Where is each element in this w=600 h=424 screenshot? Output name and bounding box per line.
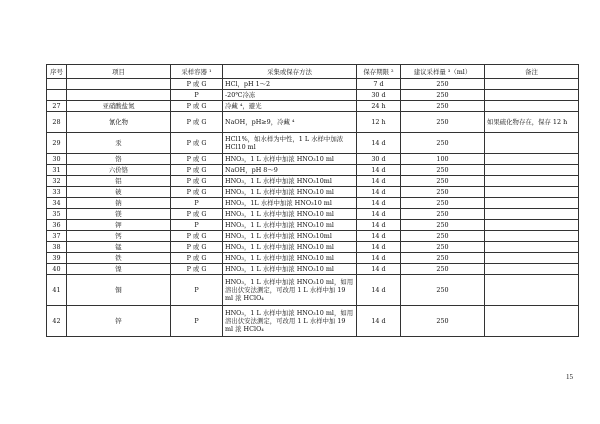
preservation-method: HCl1%，如水样为中性，1 L 水样中加浓 HCl10 ml <box>223 133 357 154</box>
item-name: 锌 <box>67 306 171 337</box>
row-number: 34 <box>47 198 67 209</box>
retention-period: 14 d <box>357 242 401 253</box>
container-type: P 或 G <box>171 231 223 242</box>
preservation-method: HNO₃，1 L 水样中加浓 HNO₃10 ml，如用溶出伏安法测定，可改用 1 L 水样中加 19 ml 浓 HClO₄ <box>223 306 357 337</box>
row-number: 40 <box>47 264 67 275</box>
sample-volume: 250 <box>401 101 485 112</box>
preservation-method: -20℃冷冻 <box>223 90 357 101</box>
header-cell: 保存期限 ² <box>357 65 401 79</box>
remark <box>485 264 579 275</box>
retention-period: 14 d <box>357 253 401 264</box>
item-name <box>67 90 171 101</box>
header-cell: 项目 <box>67 65 171 79</box>
preservation-method: HNO₃，1 L 水样中加浓 HNO₃10 ml <box>223 220 357 231</box>
row-number: 33 <box>47 187 67 198</box>
row-number: 32 <box>47 176 67 187</box>
table-row <box>47 220 579 231</box>
sample-volume: 250 <box>401 209 485 220</box>
table-row <box>47 176 579 187</box>
remark <box>485 90 579 101</box>
remark <box>485 220 579 231</box>
item-name: 汞 <box>67 133 171 154</box>
remark: 如果硫化物存在，保存 12 h <box>485 112 579 133</box>
header-cell: 建议采样量 ³（ml） <box>401 65 485 79</box>
preservation-method: HNO₃，1 L 水样中加浓 HNO₃10ml <box>223 231 357 242</box>
sample-volume: 250 <box>401 176 485 187</box>
preservation-method: HNO₃，1 L 水样中加浓 HNO₃10 ml，如用溶出伏安法测定，可改用 1 L 水样中加 19 ml 浓 HClO₄ <box>223 275 357 306</box>
header-cell: 采集或保存方法 <box>223 65 357 79</box>
remark <box>485 154 579 165</box>
item-name: 氰化物 <box>67 112 171 133</box>
item-name: 钙 <box>67 231 171 242</box>
item-name: 钾 <box>67 220 171 231</box>
sample-volume: 250 <box>401 79 485 90</box>
sample-volume: 250 <box>401 187 485 198</box>
container-type: P 或 G <box>171 264 223 275</box>
preservation-method: HNO₃，1 L 水样中加浓 HNO₃10 ml <box>223 209 357 220</box>
sample-volume: 250 <box>401 306 485 337</box>
preservation-method: HNO₃，1L 水样中加浓 HNO₃10 ml <box>223 198 357 209</box>
sample-volume: 250 <box>401 264 485 275</box>
remark <box>485 133 579 154</box>
container-type: P <box>171 90 223 101</box>
table-row <box>47 306 579 337</box>
retention-period: 14 d <box>357 198 401 209</box>
table-row <box>47 165 579 176</box>
sampling-table <box>46 64 579 337</box>
remark <box>485 79 579 90</box>
item-name: 亚硝酸盐氮 <box>67 101 171 112</box>
table-row <box>47 112 579 133</box>
container-type: P 或 G <box>171 79 223 90</box>
remark <box>485 253 579 264</box>
table-row <box>47 264 579 275</box>
row-number: 27 <box>47 101 67 112</box>
retention-period: 14 d <box>357 306 401 337</box>
container-type: P 或 G <box>171 101 223 112</box>
header-cell: 序号 <box>47 65 67 79</box>
remark <box>485 275 579 306</box>
preservation-method: HNO₃，1 L 水样中加浓 HNO₃10 ml <box>223 242 357 253</box>
sample-volume: 250 <box>401 90 485 101</box>
row-number <box>47 79 67 90</box>
container-type: P <box>171 198 223 209</box>
container-type: P <box>171 220 223 231</box>
page-number: 15 <box>566 373 573 381</box>
item-name: 镁 <box>67 209 171 220</box>
header-row <box>47 65 579 79</box>
row-number: 38 <box>47 242 67 253</box>
header-cell: 备注 <box>485 65 579 79</box>
retention-period: 7 d <box>357 79 401 90</box>
table-row <box>47 187 579 198</box>
retention-period: 14 d <box>357 220 401 231</box>
table-row <box>47 209 579 220</box>
retention-period: 14 d <box>357 275 401 306</box>
item-name: 钠 <box>67 198 171 209</box>
item-name: 铜 <box>67 275 171 306</box>
container-type: P 或 G <box>171 133 223 154</box>
remark <box>485 187 579 198</box>
retention-period: 14 d <box>357 264 401 275</box>
retention-period: 14 d <box>357 165 401 176</box>
container-type: P 或 G <box>171 242 223 253</box>
remark <box>485 231 579 242</box>
item-name: 铝 <box>67 176 171 187</box>
container-type: P 或 G <box>171 112 223 133</box>
remark <box>485 176 579 187</box>
remark <box>485 209 579 220</box>
sample-volume: 250 <box>401 112 485 133</box>
row-number: 30 <box>47 154 67 165</box>
row-number: 36 <box>47 220 67 231</box>
table-row <box>47 154 579 165</box>
retention-period: 30 d <box>357 154 401 165</box>
retention-period: 14 d <box>357 209 401 220</box>
table-row <box>47 231 579 242</box>
preservation-method: HNO₃，1 L 水样中加浓 HNO₃10 ml <box>223 264 357 275</box>
retention-period: 30 d <box>357 90 401 101</box>
preservation-method: 冷藏 ⁴，避光 <box>223 101 357 112</box>
sample-volume: 250 <box>401 275 485 306</box>
retention-period: 12 h <box>357 112 401 133</box>
sample-volume: 250 <box>401 165 485 176</box>
table-row <box>47 133 579 154</box>
table-row <box>47 198 579 209</box>
header-cell: 采样容器 ¹ <box>171 65 223 79</box>
retention-period: 14 d <box>357 231 401 242</box>
container-type: P 或 G <box>171 165 223 176</box>
item-name: 锰 <box>67 242 171 253</box>
sample-volume: 250 <box>401 198 485 209</box>
item-name: 铬 <box>67 154 171 165</box>
item-name: 镍 <box>67 264 171 275</box>
table-row <box>47 253 579 264</box>
remark <box>485 242 579 253</box>
remark <box>485 198 579 209</box>
table-row <box>47 242 579 253</box>
item-name <box>67 79 171 90</box>
retention-period: 24 h <box>357 101 401 112</box>
row-number: 28 <box>47 112 67 133</box>
row-number <box>47 90 67 101</box>
remark <box>485 306 579 337</box>
sample-volume: 250 <box>401 231 485 242</box>
preservation-method: NaOH，pH 8～9 <box>223 165 357 176</box>
row-number: 31 <box>47 165 67 176</box>
container-type: P 或 G <box>171 154 223 165</box>
row-number: 41 <box>47 275 67 306</box>
table-row <box>47 90 579 101</box>
row-number: 35 <box>47 209 67 220</box>
retention-period: 14 d <box>357 133 401 154</box>
container-type: P <box>171 275 223 306</box>
preservation-method: HNO₃，1 L 水样中加浓 HNO₃10 ml <box>223 253 357 264</box>
container-type: P 或 G <box>171 253 223 264</box>
preservation-method: HNO₃，1 L 水样中加浓 HNO₃10 ml <box>223 154 357 165</box>
retention-period: 14 d <box>357 187 401 198</box>
row-number: 37 <box>47 231 67 242</box>
preservation-method: NaOH，pH≥9，冷藏 ⁴ <box>223 112 357 133</box>
container-type: P 或 G <box>171 176 223 187</box>
sample-volume: 250 <box>401 220 485 231</box>
item-name: 六价铬 <box>67 165 171 176</box>
item-name: 铁 <box>67 253 171 264</box>
sample-volume: 250 <box>401 253 485 264</box>
table-row <box>47 275 579 306</box>
table-row <box>47 101 579 112</box>
item-name: 铍 <box>67 187 171 198</box>
container-type: P 或 G <box>171 209 223 220</box>
retention-period: 14 d <box>357 176 401 187</box>
preservation-method: HNO₃，1 L 水样中加浓 HNO₃10 ml <box>223 187 357 198</box>
preservation-method: HNO₃，1 L 水样中加浓 HNO₃10ml <box>223 176 357 187</box>
table-row <box>47 79 579 90</box>
remark <box>485 165 579 176</box>
sample-volume: 250 <box>401 133 485 154</box>
sample-volume: 250 <box>401 242 485 253</box>
remark <box>485 101 579 112</box>
container-type: P 或 G <box>171 187 223 198</box>
preservation-method: HCl，pH 1～2 <box>223 79 357 90</box>
row-number: 42 <box>47 306 67 337</box>
sample-volume: 100 <box>401 154 485 165</box>
container-type: P <box>171 306 223 337</box>
row-number: 29 <box>47 133 67 154</box>
row-number: 39 <box>47 253 67 264</box>
